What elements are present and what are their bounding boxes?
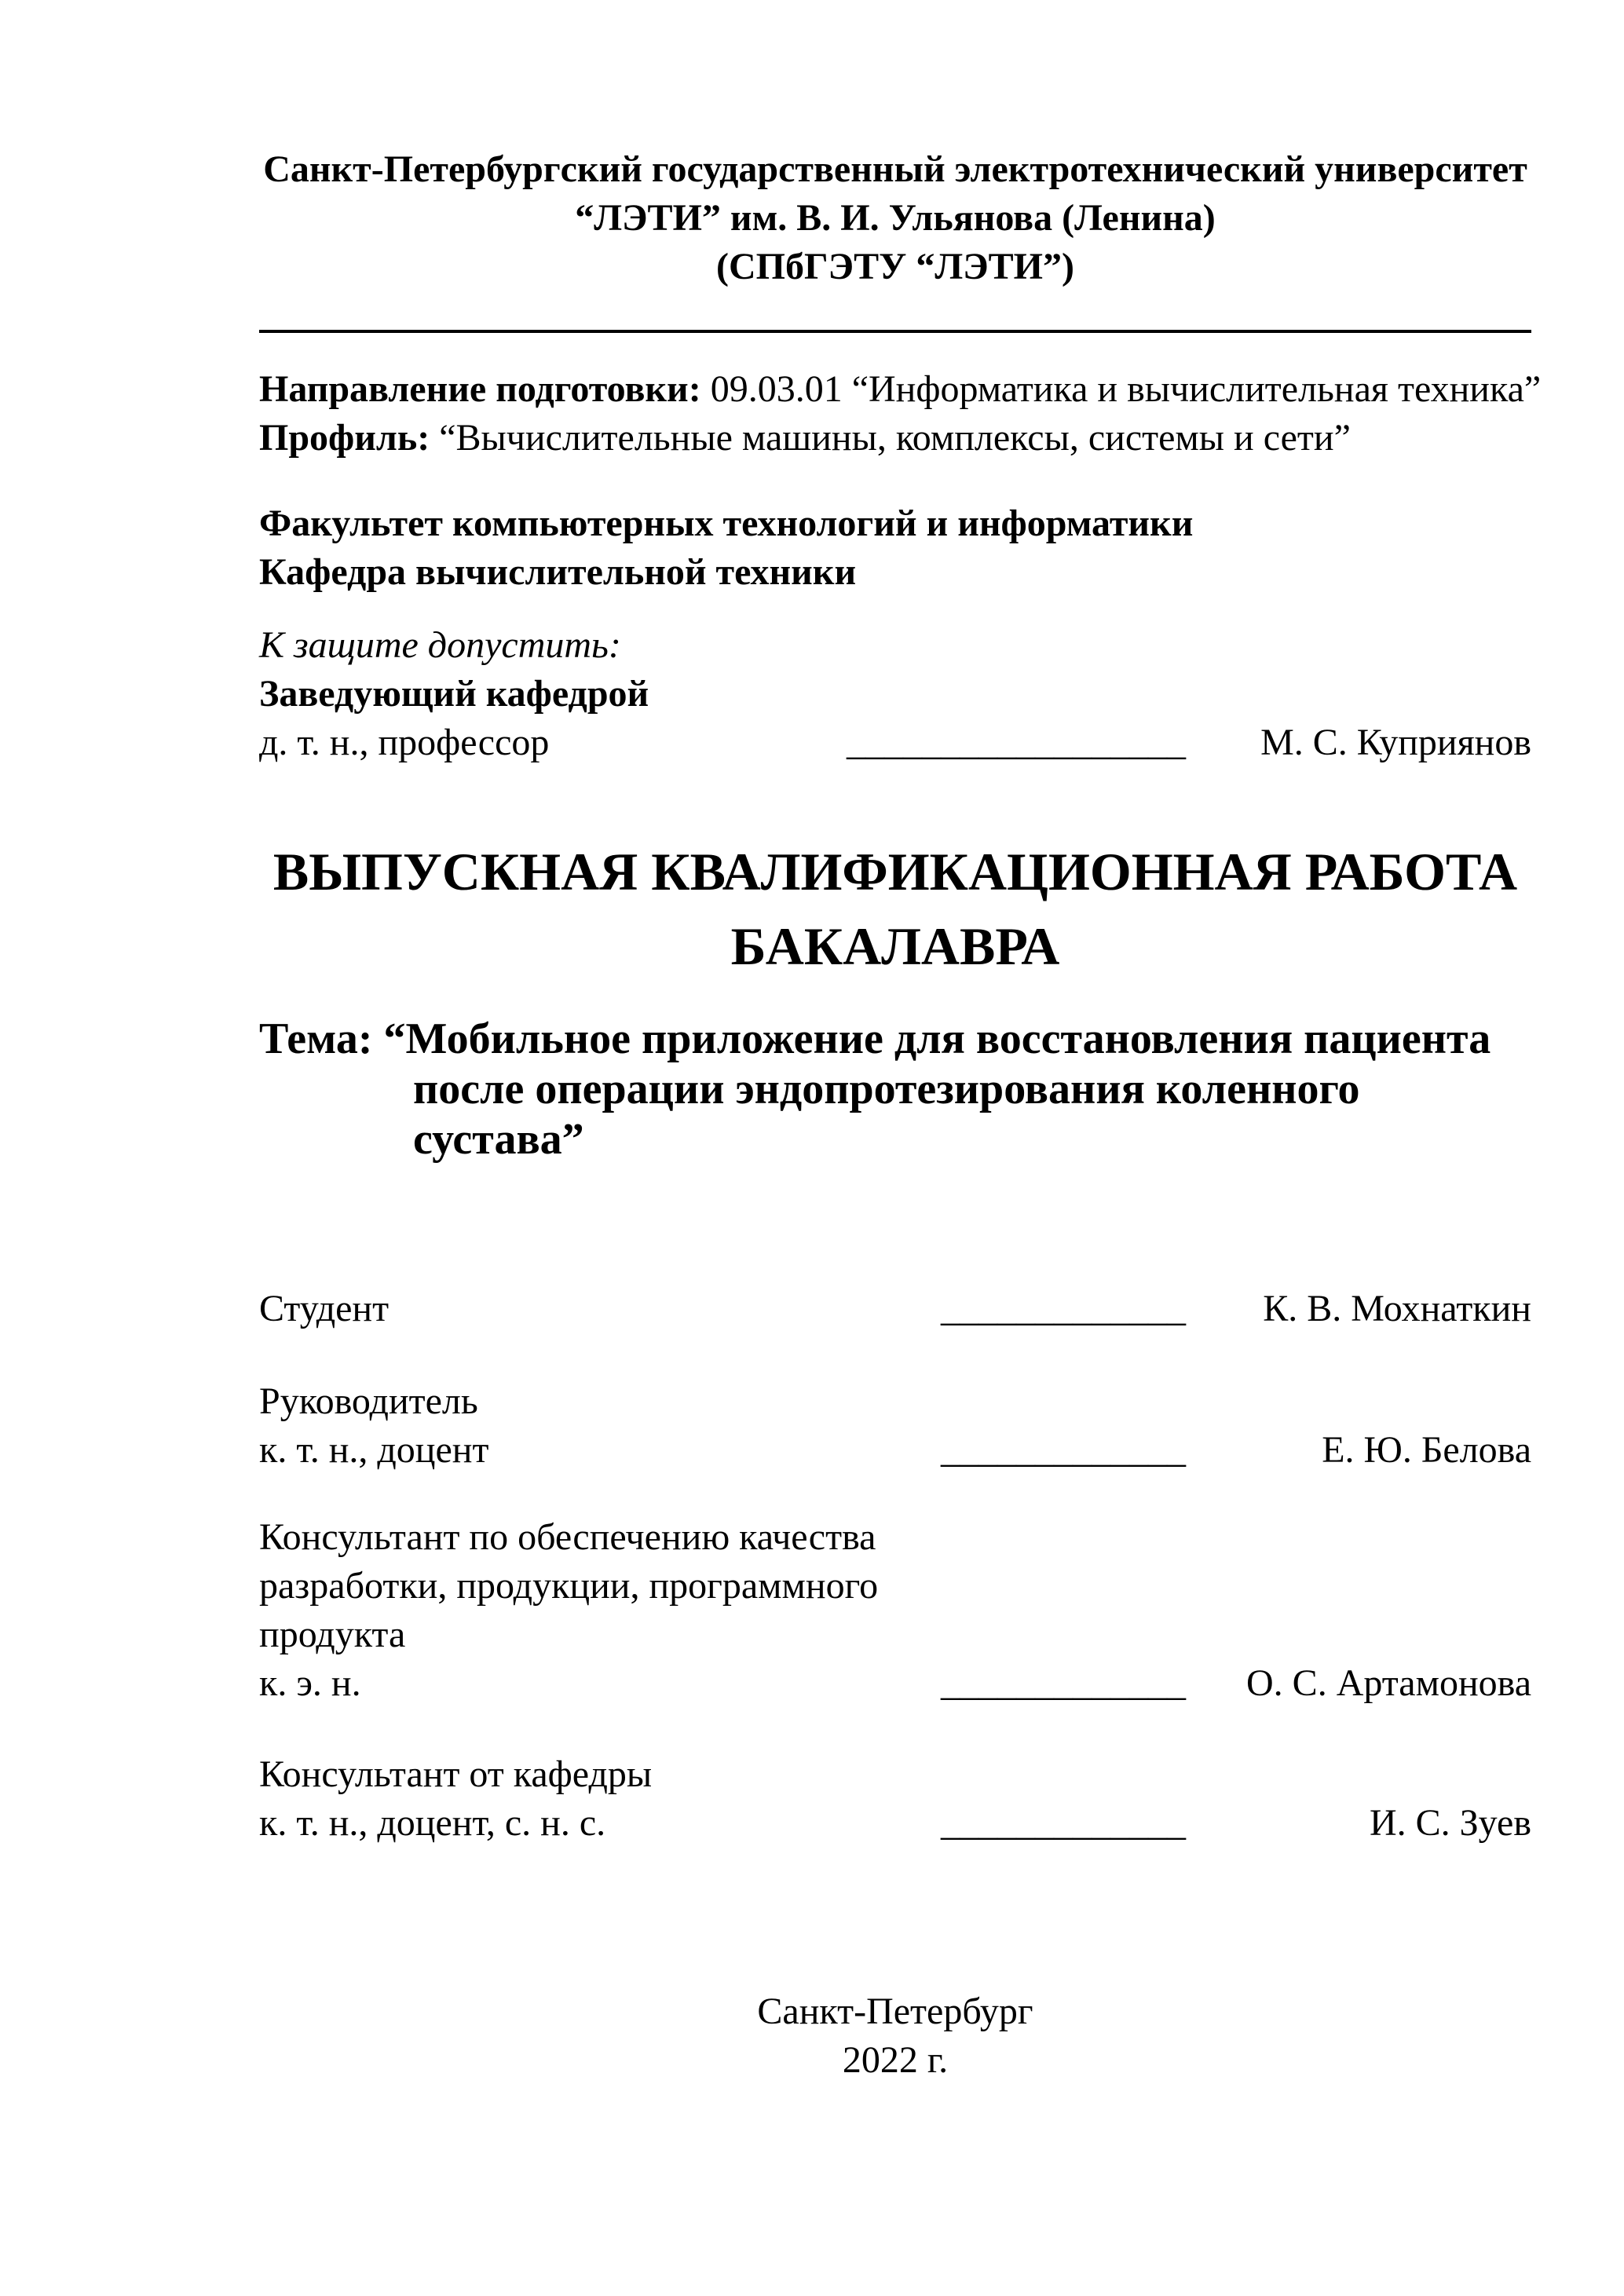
- signature-area: [941, 1426, 1531, 1475]
- footer: [259, 1987, 1531, 2085]
- role-line: Руководитель: [259, 1380, 478, 1422]
- role-lines: [259, 1377, 941, 1475]
- signatory-name: Е. Ю. Белова: [1322, 1429, 1531, 1471]
- topic-block: [259, 1014, 1531, 1164]
- signatory-block-supervisor: [259, 1377, 1531, 1475]
- head-signature-row: [259, 718, 1531, 767]
- profile-label: Профиль:: [259, 417, 430, 459]
- role-line: Студент: [259, 1288, 390, 1329]
- year: 2022 г.: [842, 2039, 949, 2081]
- head-name: М. С. Куприянов: [1260, 722, 1531, 763]
- program-info: [259, 365, 1542, 462]
- profile-value: “Вычислительные машины, комплексы, системы и сети”: [430, 417, 1351, 459]
- head-signature-area: [847, 718, 1531, 767]
- topic-label: Тема:: [259, 1015, 384, 1063]
- signature-line: _____________: [941, 1429, 1186, 1471]
- signatory-name: О. С. Артамонова: [1246, 1662, 1531, 1704]
- faculty-name: Факультет компьютерных технологий и информатики: [259, 503, 1194, 544]
- work-title-line2: БАКАЛАВРА: [730, 916, 1060, 976]
- head-degree: д. т. н., профессор: [259, 722, 550, 763]
- university-header: [259, 145, 1531, 291]
- role-line: Консультант от кафедры: [259, 1753, 653, 1795]
- topic-line1: [259, 1014, 1531, 1064]
- signature-area: [941, 1659, 1531, 1708]
- direction-value: 09.03.01 “Информатика и вычислительная техника”: [700, 368, 1542, 410]
- role-line: продукта: [259, 1614, 406, 1655]
- city: Санкт-Петербург: [757, 1991, 1033, 2032]
- signature-area: [941, 1285, 1531, 1333]
- topic-line2: после операции эндопротезирования коленного: [413, 1065, 1360, 1113]
- header-rule: [259, 330, 1531, 333]
- signature-area: [941, 1799, 1531, 1848]
- role-lines: [259, 1750, 941, 1848]
- university-named-after: “ЛЭТИ” им. В. И. Ульянова (Ленина): [575, 197, 1216, 239]
- role-lines: [259, 1513, 941, 1708]
- university-name: Санкт-Петербургский государственный электротехнический университет: [263, 148, 1527, 190]
- role-line: к. т. н., доцент: [259, 1429, 489, 1471]
- university-short-name: (СПбГЭТУ “ЛЭТИ”): [716, 246, 1074, 287]
- signature-line: __________________: [847, 722, 1186, 763]
- role-line: разработки, продукции, программного: [259, 1565, 879, 1607]
- work-title-line1: ВЫПУСКНАЯ КВАЛИФИКАЦИОННАЯ РАБОТА: [272, 842, 1518, 901]
- signatory-name: К. В. Мохнаткин: [1263, 1288, 1531, 1329]
- signatory-block-department-consultant: [259, 1750, 1531, 1848]
- department-name: Кафедра вычислительной техники: [259, 551, 857, 593]
- signature-line: _____________: [941, 1662, 1186, 1704]
- work-title: [259, 835, 1531, 984]
- signatory-name: И. С. Зуев: [1369, 1802, 1531, 1844]
- signature-line: _____________: [941, 1288, 1186, 1329]
- signatory-block-student: [259, 1285, 1531, 1333]
- signature-line: _____________: [941, 1802, 1186, 1844]
- department-head-title: Заведующий кафедрой: [259, 673, 649, 715]
- admission-note: К защите допустить:: [259, 624, 621, 666]
- signatory-block-quality-consultant: [259, 1513, 1531, 1708]
- direction-label: Направление подготовки:: [259, 368, 701, 410]
- role-line: Консультант по обеспечению качества: [259, 1516, 876, 1558]
- topic-line3: сустава”: [413, 1115, 584, 1164]
- program-profile: [259, 414, 1531, 462]
- role-line: к. т. н., доцент, с. н. с.: [259, 1802, 606, 1844]
- faculty-department: [259, 499, 1531, 597]
- program-direction: [259, 365, 1542, 414]
- topic-text-line1: “Мобильное приложение для восстановления пациента: [383, 1015, 1491, 1063]
- role-line: к. э. н.: [259, 1662, 361, 1704]
- approval-block: [259, 621, 1531, 767]
